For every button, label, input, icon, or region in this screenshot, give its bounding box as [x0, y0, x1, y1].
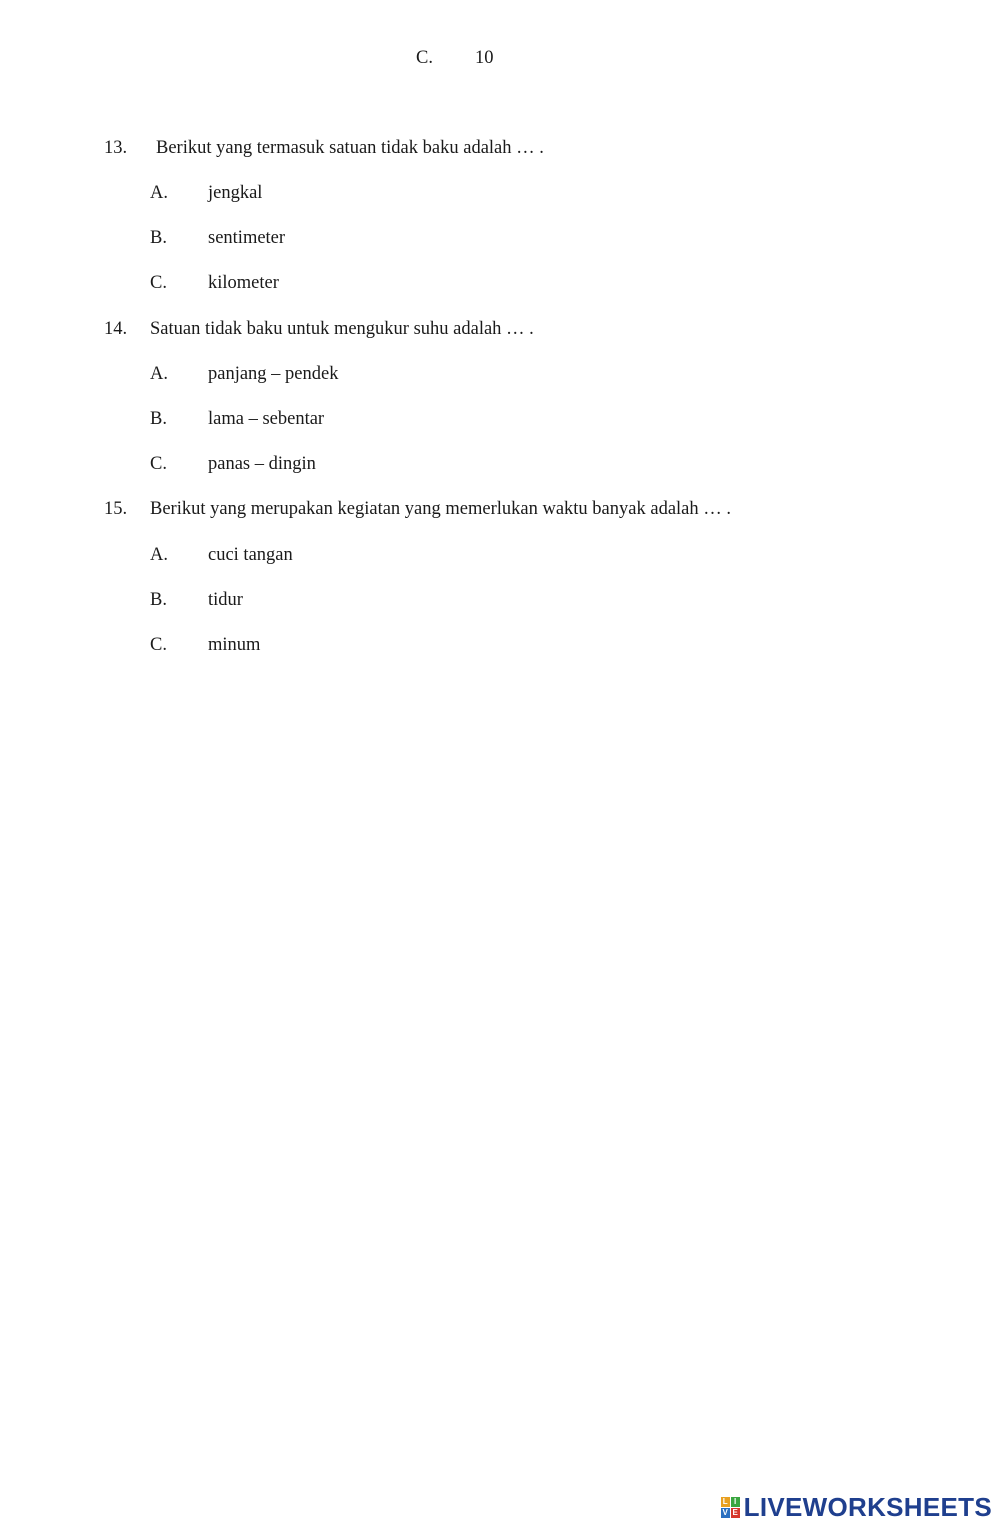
- option-text: jengkal: [208, 183, 263, 203]
- logo-text: LIVEWORKSHEETS: [743, 1492, 992, 1522]
- liveworksheets-logo: [721, 1492, 992, 1522]
- question-number: 14.: [104, 319, 128, 339]
- option-text: panas – dingin: [208, 454, 316, 474]
- option-text: panjang – pendek: [208, 364, 339, 384]
- option-text: sentimeter: [208, 228, 286, 248]
- option-text: lama – sebentar: [208, 409, 325, 429]
- option-text: cuci tangan: [208, 545, 293, 565]
- option-letter: C.: [150, 273, 167, 293]
- logo-mark-cell: L: [721, 1497, 730, 1507]
- option-letter: A.: [150, 183, 168, 203]
- option-text: minum: [208, 635, 261, 655]
- question-text: Berikut yang merupakan kegiatan yang memerlukan waktu banyak adalah … .: [150, 499, 732, 519]
- logo-mark-cell: V: [722, 1507, 728, 1517]
- option-letter: A.: [150, 364, 168, 384]
- option-letter: B.: [150, 228, 167, 248]
- logo-mark-cell: E: [732, 1507, 738, 1517]
- option-letter: C.: [150, 635, 167, 655]
- option-letter: B.: [150, 409, 167, 429]
- option-text: tidur: [208, 590, 243, 610]
- option-text: kilometer: [208, 273, 279, 293]
- question-text: Satuan tidak baku untuk mengukur suhu adalah … .: [150, 319, 534, 339]
- question-text: Berikut yang termasuk satuan tidak baku adalah … .: [156, 138, 544, 158]
- question-number: 13.: [104, 138, 128, 158]
- option-letter: C.: [150, 454, 167, 474]
- option-letter: B.: [150, 590, 167, 610]
- option-letter: C.: [416, 48, 433, 68]
- liveworksheets-logo-icon: [721, 1497, 740, 1518]
- question-number: 15.: [104, 499, 128, 519]
- option-letter: A.: [150, 545, 168, 565]
- option-text: 10: [475, 48, 494, 68]
- logo-mark-cell: I: [731, 1497, 740, 1507]
